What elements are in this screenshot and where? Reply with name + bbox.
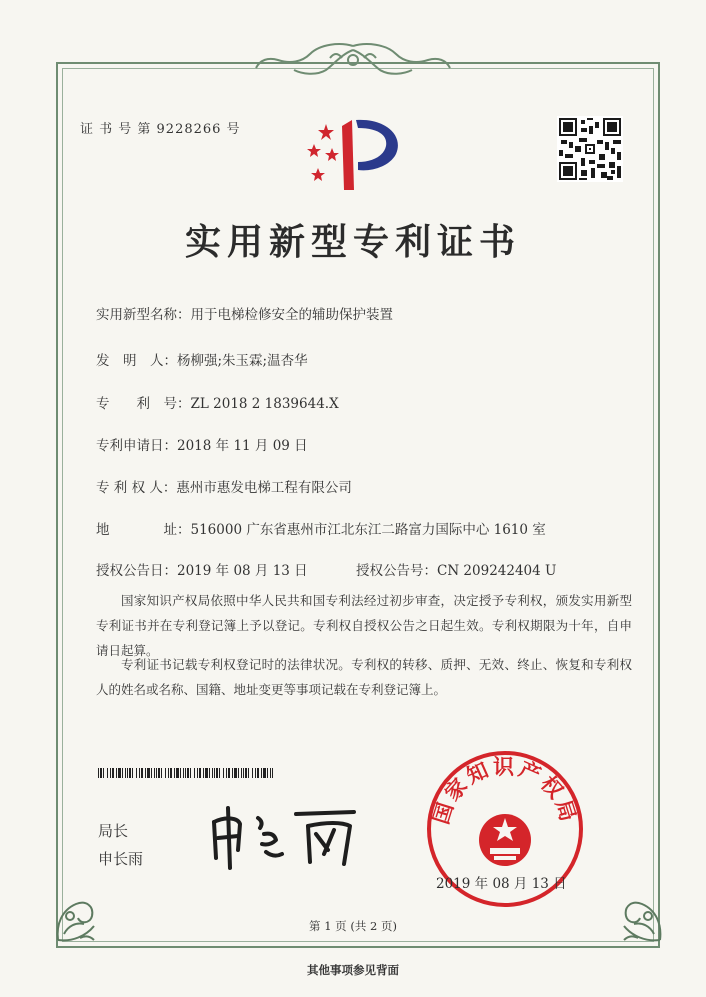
field-inventor xyxy=(96,349,308,369)
field-label: 专利申请日： xyxy=(96,438,177,454)
cnipa-logo-icon xyxy=(300,110,408,198)
seal-date: 2019 年 08 月 13 日 xyxy=(436,876,567,892)
field-label: 授权公告日： xyxy=(96,563,177,579)
field-value: 2018 年 11 月 09 日 xyxy=(177,438,308,454)
signatory-title: 局长 xyxy=(98,822,129,840)
field-label: 专 利 权 人： xyxy=(96,480,177,496)
field-label: 发 明 人： xyxy=(96,353,177,369)
field-address xyxy=(96,518,546,538)
field-label: 专 利 号： xyxy=(96,396,191,412)
field-grant-number xyxy=(356,559,556,579)
bottom-right-ornament xyxy=(598,876,668,948)
seal-text: 国家知识产权局 xyxy=(427,754,583,827)
body-paragraph-1: 国家知识产权局依照中华人民共和国专利法经过初步审查，决定授予专利权，颁发实用新型专利证书并在专利登记簿上予以登记。专利权自授权公告之日起生效。专利权期限为十年，自申请日起算。 xyxy=(96,593,632,658)
field-value: 杨柳强;朱玉霖;温杏华 xyxy=(177,353,308,369)
field-patent-number xyxy=(96,392,339,412)
field-label: 地 址： xyxy=(96,522,191,538)
footer-note: 其他事项参见背面 xyxy=(307,963,399,977)
field-grant-date xyxy=(96,559,308,579)
handwritten-signature xyxy=(204,800,364,870)
field-value: CN 209242404 U xyxy=(437,563,557,579)
top-ornament xyxy=(250,40,456,80)
field-value: 用于电梯检修安全的辅助保护装置 xyxy=(190,307,393,323)
field-patentee xyxy=(96,476,352,496)
body-paragraph-2: 专利证书记载专利权登记时的法律状况。专利权的转移、质押、无效、终止、恢复和专利权人的姓名或名称、国籍、地址变更等事项记载在专利登记簿上。 xyxy=(96,657,632,697)
field-value: 516000 广东省惠州市江北东江二路富力国际中心 1610 室 xyxy=(190,522,546,538)
barcode xyxy=(98,768,274,778)
qr-code xyxy=(557,116,623,182)
bottom-left-ornament xyxy=(50,876,120,948)
field-filing-date xyxy=(96,434,308,454)
certificate-number: 证 书 号 第 9228266 号 xyxy=(80,122,241,137)
field-value: 2019 年 08 月 13 日 xyxy=(177,563,308,579)
field-utility-model-name xyxy=(96,303,393,323)
field-value: 惠州市惠发电梯工程有限公司 xyxy=(176,480,352,496)
certificate-title: 实用新型专利证书 xyxy=(184,221,521,263)
field-value: ZL 2018 2 1839644.X xyxy=(190,396,339,412)
field-label: 授权公告号： xyxy=(356,563,437,579)
signatory-name: 申长雨 xyxy=(98,850,144,868)
field-label: 实用新型名称： xyxy=(96,307,191,323)
page-number: 第 1 页 (共 2 页) xyxy=(309,919,397,933)
